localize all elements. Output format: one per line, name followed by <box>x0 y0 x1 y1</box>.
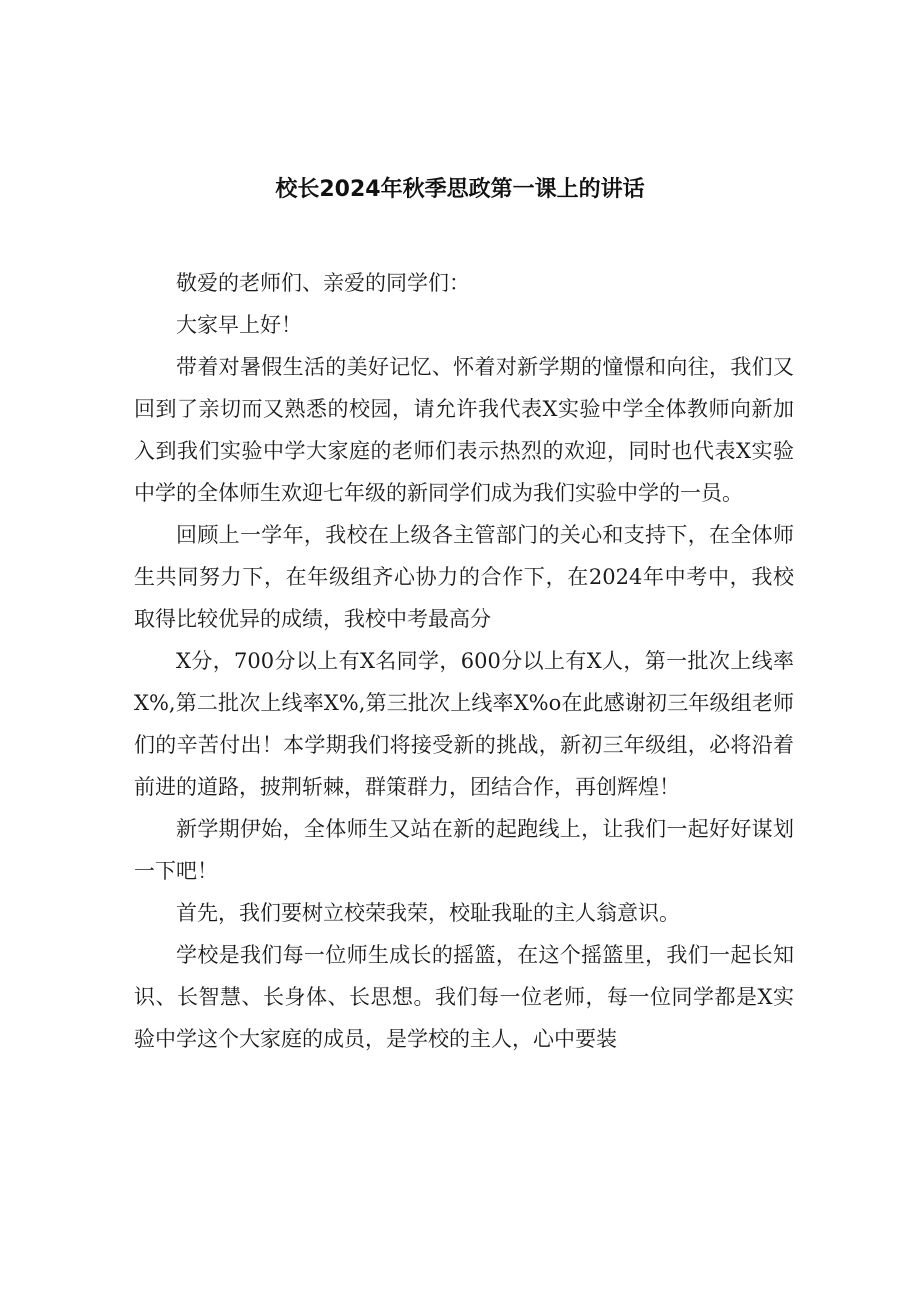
paragraph-review: 回顾上一学年，我校在上级各主管部门的关心和支持下，在全体师生共同努力下，在年级组齐心协力的合作下，在2024年中考中，我校取得比较优异的成绩，我校中考最高分 <box>134 523 794 631</box>
paragraph-first-point: 首先，我们要树立校荣我荣，校耻我耻的主人翁意识。 <box>176 901 680 925</box>
paragraph-greeting: 大家早上好！ <box>176 313 302 337</box>
paragraph-school-cradle: 学校是我们每一位师生成长的摇篮，在这个摇篮里，我们一起长知识、长智慧、长身体、长思想。我们每一位老师，每一位同学都是X实验中学这个大家庭的成员，是学校的主人，心中要装 <box>134 943 794 1051</box>
document-body <box>134 262 794 1060</box>
paragraph-welcome: 带着对暑假生活的美好记忆、怀着对新学期的憧憬和向往，我们又回到了亲切而又熟悉的校园，请允许我代表X实验中学全体教师向新加入到我们实验中学大家庭的老师们表示热烈的欢迎，同时也代表X实验中学的全体师生欢迎七年级的新同学们成为我们实验中学的一员。 <box>134 355 794 505</box>
paragraph-salutation: 敬爱的老师们、亲爱的同学们： <box>176 271 470 295</box>
paragraph-results: X分，700分以上有X名同学，600分以上有X人，第一批次上线率X%,第二批次上线率X%,第三批次上线率X%o在此感谢初三年级组老师们的辛苦付出！本学期我们将接受新的挑战，新初三年级组，必将沿着前进的道路，披荆斩棘，群策群力，团结合作，再创辉煌！ <box>134 649 794 799</box>
document-title: 校长2024年秋季思政第一课上的讲话 <box>275 177 645 202</box>
paragraph-new-term: 新学期伊始，全体师生又站在新的起跑线上，让我们一起好好谋划一下吧！ <box>134 817 794 883</box>
